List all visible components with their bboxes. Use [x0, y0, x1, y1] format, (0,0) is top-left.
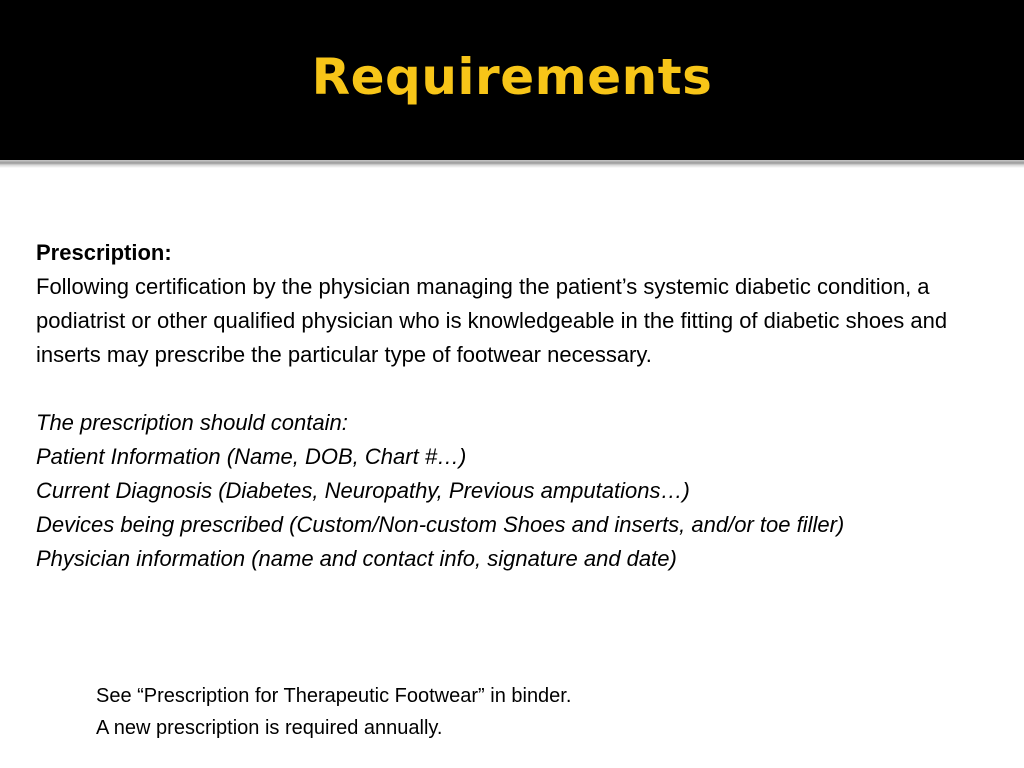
prescription-paragraph: Following certification by the physician managing the patient’s systemic diabetic condition, a podiatrist or other qualified physician who is knowledgeable in the fitting of diabetic shoes and inserts may prescribe the particular type of footwear necessary. — [36, 274, 948, 367]
slide-notes — [96, 680, 976, 744]
prescription-heading: Prescription: — [36, 240, 172, 265]
contents-item-patient-info: Patient Information (Name, DOB, Chart #…) — [36, 444, 467, 469]
paragraph-spacer — [36, 372, 996, 406]
contents-item-physician-info: Physician information (name and contact info, signature and date) — [36, 546, 677, 571]
title-bar — [0, 0, 1024, 160]
title-divider — [0, 160, 1024, 168]
annual-note: A new prescription is required annually. — [96, 717, 443, 739]
contents-intro-line: The prescription should contain: — [36, 410, 348, 435]
contents-item-devices: Devices being prescribed (Custom/Non-custom Shoes and inserts, and/or toe filler) — [36, 512, 845, 537]
slide-body — [36, 236, 996, 576]
contents-item-diagnosis: Current Diagnosis (Diabetes, Neuropathy, Previous amputations…) — [36, 478, 690, 503]
slide-title: Requirements — [311, 48, 713, 106]
binder-note: See “Prescription for Therapeutic Footwear” in binder. — [96, 685, 572, 707]
